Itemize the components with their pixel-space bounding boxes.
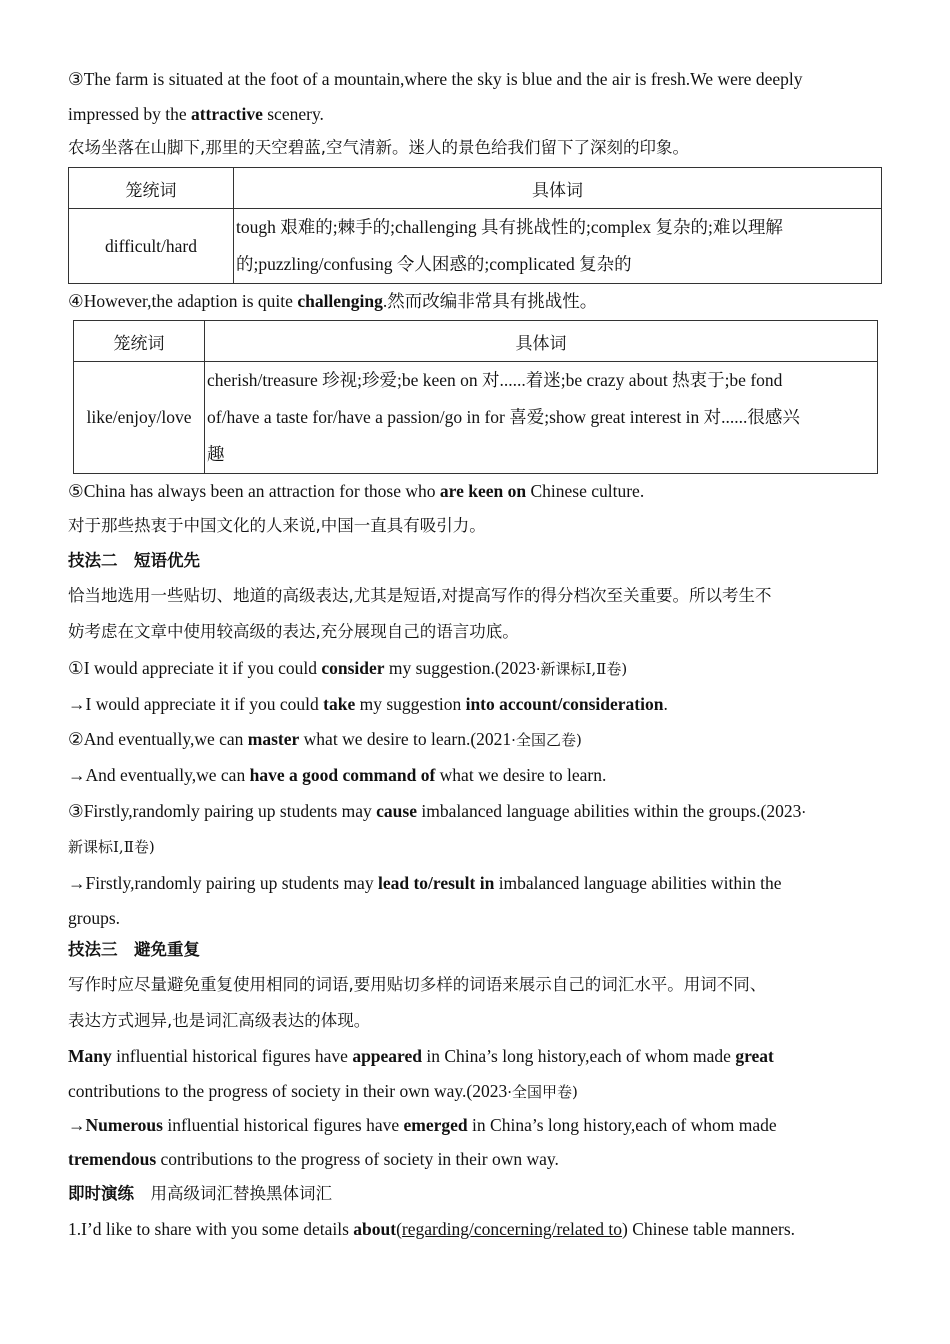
technique-2-paragraph: 恰当地选用一些贴切、地道的高级表达,尤其是短语,对提高写作的得分档次至关重要。所以考生不 bbox=[68, 586, 772, 605]
highlight-word: appeared bbox=[352, 1046, 422, 1066]
specific-words-line: of/have a taste for/have a passion/go in for 喜爱;show great interest in 对......很感兴 bbox=[207, 407, 800, 427]
highlight-word: have a good command of bbox=[249, 765, 436, 785]
highlight-word: lead to/result in bbox=[377, 873, 495, 893]
technique-2-example-3 bbox=[68, 794, 883, 830]
table-header-specific: 具体词 bbox=[234, 168, 882, 209]
practice-instruction: 用高级词汇替换黑体词汇 bbox=[134, 1184, 332, 1203]
technique-2-example-2 bbox=[68, 722, 883, 758]
practice-label: 即时演练 bbox=[68, 1184, 134, 1203]
table-header-specific: 具体词 bbox=[205, 321, 878, 362]
example-text: →And eventually,we can bbox=[68, 765, 250, 785]
specific-words-line: 趣 bbox=[207, 444, 225, 464]
vocabulary-table-like bbox=[73, 320, 878, 474]
highlight-word: cause bbox=[376, 801, 417, 821]
example-text: influential historical figures have bbox=[162, 1115, 404, 1135]
source-label: ·新课标Ⅰ,Ⅱ卷) bbox=[535, 660, 628, 678]
example-text: ⑤China has always been an attraction for those who bbox=[68, 481, 440, 501]
highlight-word: about bbox=[353, 1219, 397, 1239]
technique-2-paragraph: 妨考虑在文章中使用较高级的表达,充分展现自己的语言功底。 bbox=[68, 622, 519, 641]
example-5 bbox=[68, 474, 883, 509]
highlight-word: tremendous bbox=[68, 1149, 157, 1169]
example-text: ( bbox=[396, 1219, 402, 1239]
example-3-line-2 bbox=[68, 97, 883, 131]
highlight-word: take bbox=[323, 694, 356, 714]
example-text: impressed by the bbox=[68, 104, 191, 124]
section-title-technique-2: 技法二 短语优先 bbox=[68, 551, 200, 570]
technique-3-paragraph: 表达方式迥异,也是词汇高级表达的体现。 bbox=[68, 1011, 371, 1030]
source-label: · bbox=[801, 803, 807, 821]
example-text: in China’s long history,each of whom made bbox=[422, 1046, 736, 1066]
example-text: ②And eventually,we can bbox=[68, 729, 248, 749]
highlight-word: Numerous bbox=[85, 1115, 163, 1135]
practice-title bbox=[68, 1176, 883, 1212]
technique-3-example-line-2 bbox=[68, 1074, 883, 1108]
highlight-word: master bbox=[247, 729, 300, 749]
specific-words bbox=[205, 362, 878, 474]
example-text: ) Chinese table manners. bbox=[622, 1219, 796, 1239]
example-text: scenery. bbox=[262, 104, 324, 124]
general-word: like/enjoy/love bbox=[74, 362, 205, 474]
source-label: ·全国乙卷) bbox=[511, 731, 582, 749]
specific-words-line: cherish/treasure 珍视;珍爱;be keen on 对......着迷;be crazy about 热衷于;be fond bbox=[207, 370, 783, 390]
example-text: influential historical figures have bbox=[111, 1046, 353, 1066]
example-text: ④However,the adaption is quite bbox=[68, 291, 298, 311]
technique-3-rewrite-line-2 bbox=[68, 1142, 883, 1176]
example-text: imbalanced language abilities within the bbox=[494, 873, 782, 893]
example-5-translation: 对于那些热衷于中国文化的人来说,中国一直具有吸引力。 bbox=[68, 516, 486, 535]
highlight-word: attractive bbox=[190, 104, 263, 124]
highlight-word: are keen on bbox=[439, 481, 527, 501]
technique-2-rewrite-3 bbox=[68, 866, 883, 901]
example-text: my suggestion bbox=[355, 694, 466, 714]
technique-3-paragraph: 写作时应尽量避免重复使用相同的词语,要用贴切多样的词语来展示自己的词汇水平。用词不同、 bbox=[68, 975, 767, 994]
table-header-general: 笼统词 bbox=[69, 168, 234, 209]
example-text: ①I would appreciate it if you could bbox=[68, 658, 322, 678]
example-text: contributions to the progress of society in their own way.(2023 bbox=[68, 1081, 508, 1101]
example-text: 1.I’d like to share with you some details bbox=[68, 1219, 354, 1239]
example-text: my suggestion.(2023 bbox=[384, 658, 536, 678]
technique-2-rewrite-2 bbox=[68, 758, 883, 794]
specific-words bbox=[234, 209, 882, 284]
document-page bbox=[68, 62, 883, 1248]
specific-words-line: 的;puzzling/confusing 令人困惑的;complicated 复杂的 bbox=[236, 254, 632, 274]
technique-3-example-line-1 bbox=[68, 1039, 883, 1074]
table-header-general: 笼统词 bbox=[74, 321, 205, 362]
example-text: .然而改编非常具有挑战性。 bbox=[382, 291, 598, 311]
example-text: imbalanced language abilities within the groups.(2023 bbox=[416, 801, 802, 821]
example-text: . bbox=[663, 694, 668, 714]
highlight-word: challenging bbox=[297, 291, 383, 311]
answer-underlined: regarding/concerning/related to bbox=[401, 1219, 623, 1239]
example-text: →Firstly,randomly pairing up students may bbox=[68, 873, 378, 893]
example-text: Chinese culture. bbox=[526, 481, 645, 501]
specific-words-line: tough 艰难的;棘手的;challenging 具有挑战性的;complex 复杂的;难以理解 bbox=[236, 217, 783, 237]
highlight-word: great bbox=[735, 1046, 774, 1066]
highlight-word: emerged bbox=[403, 1115, 468, 1135]
general-word: difficult/hard bbox=[69, 209, 234, 284]
example-4 bbox=[68, 284, 883, 320]
example-3-line-1 bbox=[68, 62, 883, 97]
technique-2-rewrite-3-cont: groups. bbox=[68, 908, 121, 928]
example-3-translation: 农场坐落在山脚下,那里的天空碧蓝,空气清新。迷人的景色给我们留下了深刻的印象。 bbox=[68, 138, 689, 157]
technique-2-example-1 bbox=[68, 651, 883, 687]
technique-2-rewrite-1 bbox=[68, 687, 883, 722]
example-text: what we desire to learn.(2021 bbox=[299, 729, 512, 749]
example-text: in China’s long history,each of whom made bbox=[467, 1115, 777, 1135]
technique-3-rewrite-line-1 bbox=[68, 1108, 883, 1142]
section-title-technique-3: 技法三 避免重复 bbox=[68, 940, 200, 959]
technique-2-example-3-source: 新课标Ⅰ,Ⅱ卷) bbox=[68, 838, 155, 856]
arrow: → bbox=[68, 1115, 86, 1135]
highlight-word: Many bbox=[68, 1046, 112, 1066]
example-text: ③Firstly,randomly pairing up students may bbox=[68, 801, 377, 821]
example-text: ③The farm is situated at the foot of a mountain,where the sky is blue and the air is fresh.We were deeply bbox=[68, 69, 803, 89]
example-text: →I would appreciate it if you could bbox=[68, 694, 324, 714]
source-label: ·全国甲卷) bbox=[507, 1083, 578, 1101]
practice-question-1 bbox=[68, 1212, 883, 1248]
example-text: contributions to the progress of society in their own way. bbox=[156, 1149, 559, 1169]
vocabulary-table-difficult bbox=[68, 167, 882, 284]
example-text: what we desire to learn. bbox=[435, 765, 607, 785]
highlight-word: consider bbox=[321, 658, 385, 678]
highlight-word: into account/consideration bbox=[465, 694, 664, 714]
